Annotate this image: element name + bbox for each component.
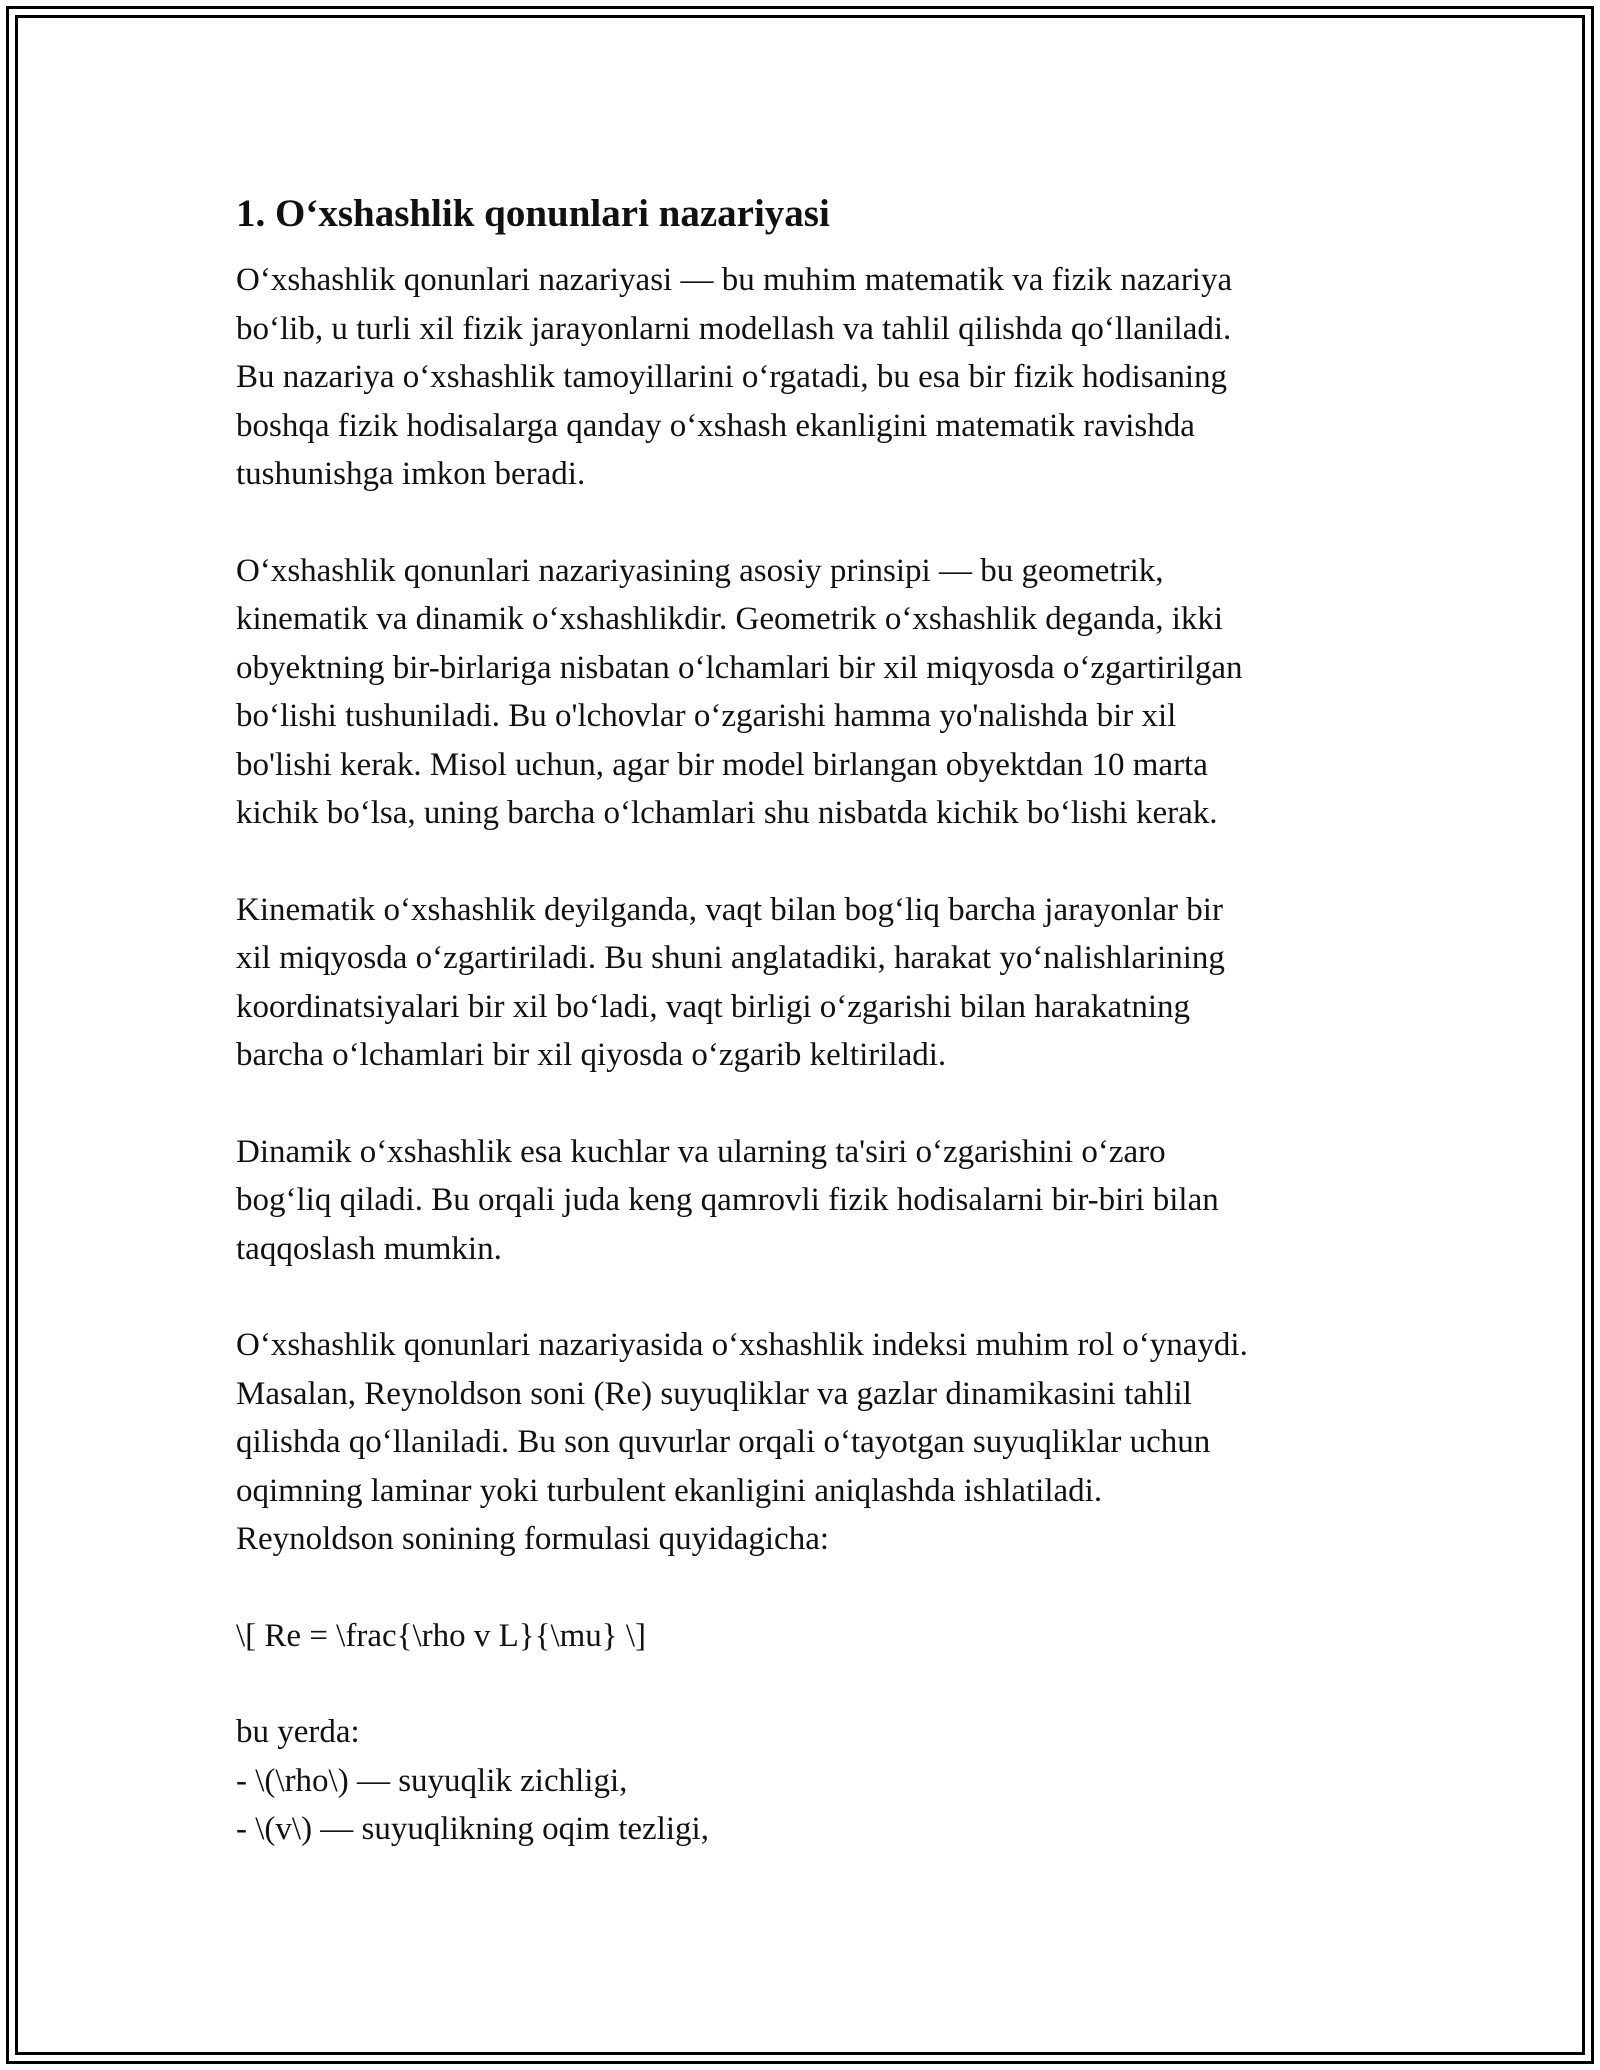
- paragraph-principles: O‘xshashlik qonunlari nazariyasining asosiy prinsipi — bu geometrik, kinematik va dinamik o‘xshashlikdir. Geometrik o‘xshashlik deganda, ikki obyektning bir-birlariga nisbatan o‘lchamlari bir xil miqyosda o‘zgartirilgan bo‘lishi tushuniladi. Bu o'lchovlar o‘zgarishi hamma yo'nalishda bir xil bo'lishi kerak. Misol uchun, agar bir model birlangan obyektdan 10 marta kichik bo‘lsa, uning barcha o‘lchamlari shu nisbatda kichik bo‘lishi kerak.: [236, 552, 1243, 831]
- variables-intro: bu yerda:: [236, 1714, 360, 1750]
- variable-v: - \(v\) — suyuqlikning oqim tezligi,: [236, 1811, 709, 1847]
- document-page: [236, 186, 1386, 1854]
- section-title: 1. O‘xshashlik qonunlari nazariyasi: [236, 192, 830, 235]
- reynolds-formula: \[ Re = \frac{\rho v L}{\mu} \]: [236, 1617, 647, 1654]
- variables-list: [236, 1757, 1386, 1854]
- paragraph-intro: O‘xshashlik qonunlari nazariyasi — bu muhim matematik va fizik nazariya bo‘lib, u turli xil fizik jarayonlarni modellash va tahlil qilishda qo‘llaniladi. Bu nazariya o‘xshashlik tamoyillarini o‘rgatadi, bu esa bir fizik hodisaning boshqa fizik hodisalarga qanday o‘xshash ekanligini matematik ravishda tushunishga imkon beradi.: [236, 262, 1233, 492]
- variable-rho: - \(\rho\) — suyuqlik zichligi,: [236, 1762, 628, 1799]
- paragraph-dynamic: Dinamik o‘xshashlik esa kuchlar va ularning ta'siri o‘zgarishini o‘zaro bog‘liq qiladi. Bu orqali juda keng qamrovli fizik hodisalarni bir-biri bilan taqqoslash mumkin.: [236, 1133, 1219, 1267]
- paragraph-kinematic: Kinematik o‘xshashlik deyilganda, vaqt bilan bog‘liq barcha jarayonlar bir xil miqyosda o‘zgartiriladi. Bu shuni anglatadiki, harakat yo‘nalishlarining koordinatsiyalari bir xil bo‘ladi, vaqt birligi o‘zgarishi bilan harakatning barcha o‘lchamlari bir xil qiyosda o‘zgarib keltiriladi.: [236, 891, 1225, 1073]
- paragraph-reynolds: O‘xshashlik qonunlari nazariyasida o‘xshashlik indeksi muhim rol o‘ynaydi. Masalan, Reynoldson soni (Re) suyuqliklar va gazlar dinamikasini tahlil qilishda qo‘llaniladi. Bu son quvurlar orqali o‘tayotgan suyuqliklar uchun oqimning laminar yoki turbulent ekanligini aniqlashda ishlatiladi. Reynoldson sonining formulasi quyidagicha:: [236, 1327, 1248, 1557]
